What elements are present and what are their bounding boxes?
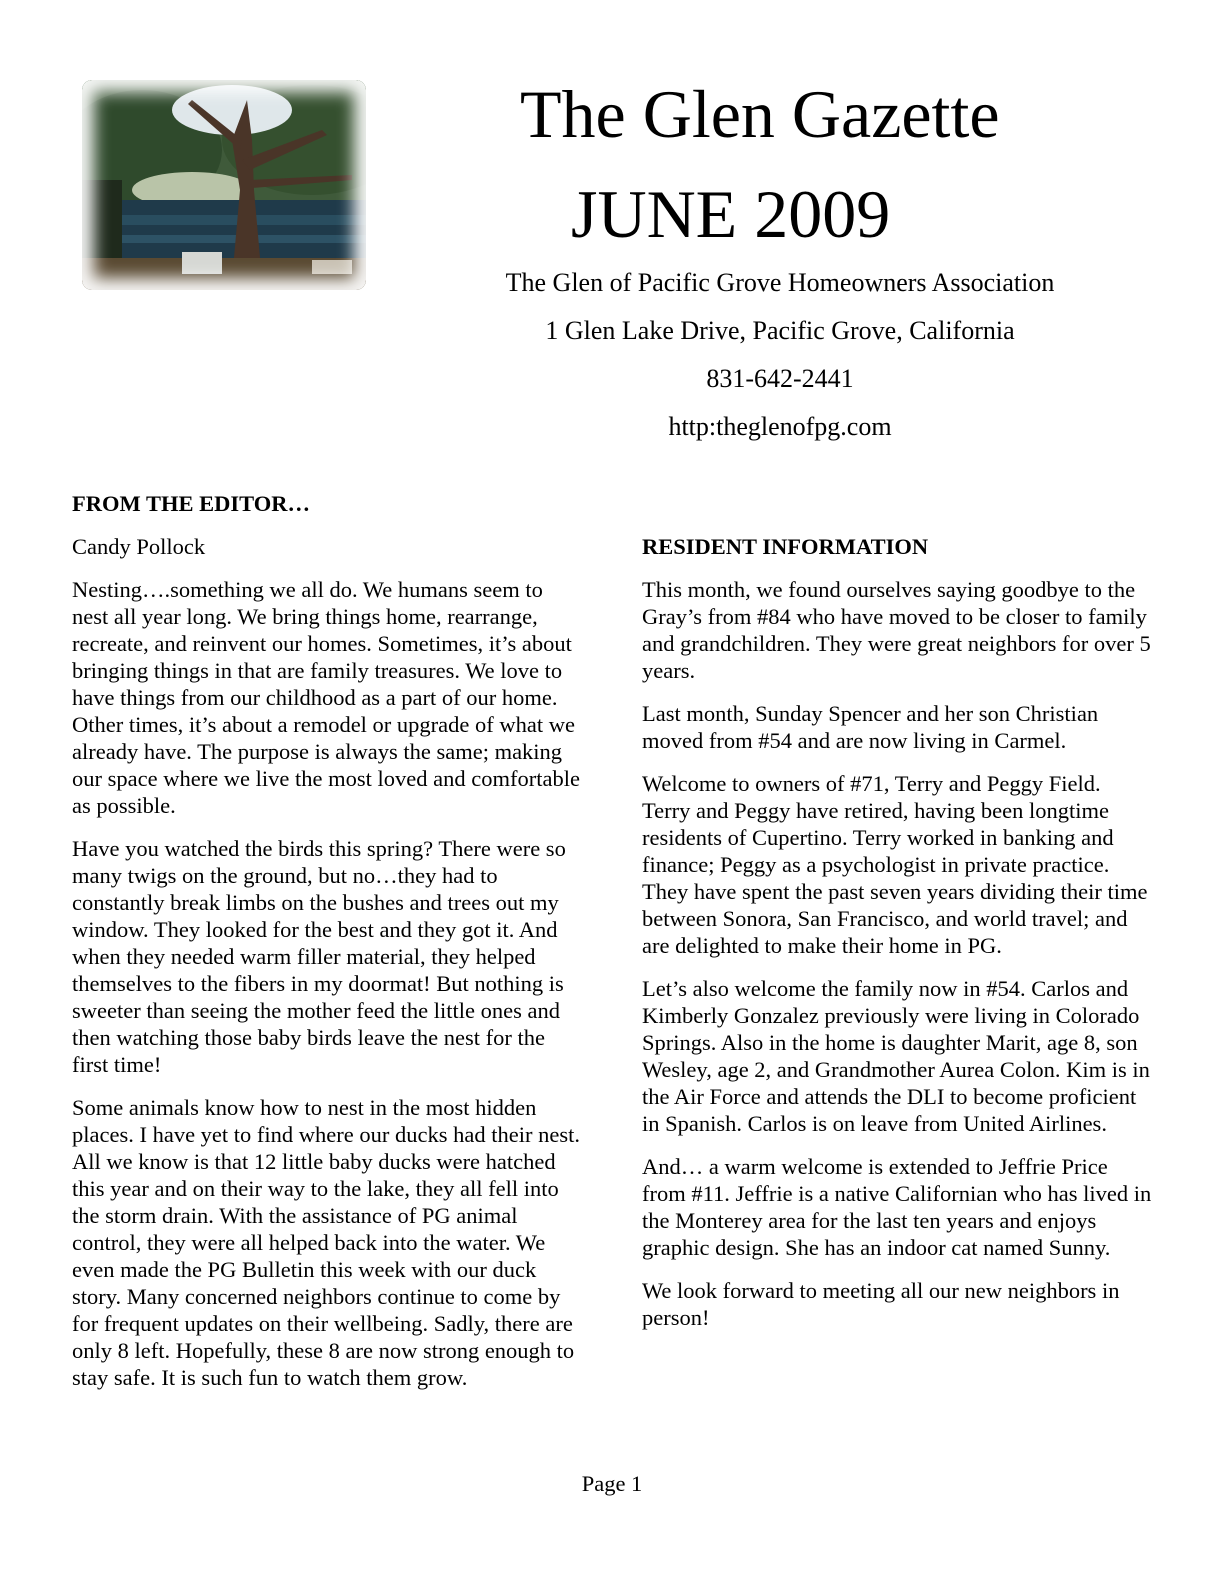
- association-website-link[interactable]: http:theglenofpg.com: [668, 412, 892, 441]
- association-address: 1 Glen Lake Drive, Pacific Grove, California: [545, 316, 1015, 345]
- page-number: Page 1: [581, 1471, 643, 1496]
- resident-paragraph: Let’s also welcome the family now in #54. Carlos and Kimberly Gonzalez previously were living in Colorado Springs. Also in the home is daughter Marit, age 8, son Wesley, age 2, and Grandmother Aurea Colon. Kim is in the Air Force and attends the DLI to become proficient in Spanish. Carlos is on leave from United Airlines.: [642, 976, 1150, 1136]
- newsletter-title: The Glen Gazette: [520, 76, 1000, 152]
- association-phone: 831-642-2441: [706, 364, 854, 393]
- editor-byline: Candy Pollock: [72, 534, 206, 559]
- masthead-photo: [72, 70, 376, 300]
- editor-paragraph: Some animals know how to nest in the most hidden places. I have yet to find where our ducks had their nest. All we know is that 12 little baby ducks were hatched this year and on their way to the lake, they all fell into the storm drain. With the assistance of PG animal control, they were all helped back into the water. We even made the PG Bulletin this week with our duck story. Many concerned neighbors continue to come by for frequent updates on their wellbeing. Sadly, there are only 8 left. Hopefully, these 8 are now strong enough to stay safe. It is such fun to watch them grow.: [72, 1095, 580, 1390]
- lake-tree-image: [82, 80, 366, 290]
- lake-tree-illustration: [82, 80, 366, 290]
- editor-paragraph: Nesting….something we all do. We humans seem to nest all year long. We bring things home, rearrange, recreate, and reinvent our homes. Sometimes, it’s about bringing things in that are family treasures. We love to have things from our childhood as a part of our home. Other times, it’s about a remodel or upgrade of what we already have. The purpose is always the same; making our space where we live the most loved and comfortable as possible.: [72, 577, 580, 818]
- resident-paragraph: We look forward to meeting all our new neighbors in person!: [642, 1278, 1120, 1330]
- resident-paragraph: And… a warm welcome is extended to Jeffrie Price from #11. Jeffrie is a native Californian who has lived in the Monterey area for the last ten years and enjoys graphic design. She has an indoor cat named Sunny.: [642, 1154, 1152, 1260]
- editor-paragraph: Have you watched the birds this spring? There were so many twigs on the ground, but no…they had to constantly break limbs on the bushes and trees out my window. They looked for the best and they got it. And when they needed warm filler material, they helped themselves to the fibers in my doormat! But nothing is sweeter than seeing the mother feed the little ones and then watching those baby birds leave the nest for the first time!: [72, 836, 566, 1077]
- resident-section-heading: RESIDENT INFORMATION: [642, 534, 929, 559]
- association-name: The Glen of Pacific Grove Homeowners Association: [505, 268, 1055, 297]
- editor-section: [72, 490, 582, 1407]
- resident-section: [642, 533, 1152, 1347]
- resident-paragraph: Last month, Sunday Spencer and her son Christian moved from #54 and are now living in Carmel.: [642, 701, 1099, 753]
- resident-paragraph: This month, we found ourselves saying goodbye to the Gray’s from #84 who have moved to be closer to family and grandchildren. They were great neighbors for over 5 years.: [642, 577, 1151, 683]
- resident-paragraph: Welcome to owners of #71, Terry and Peggy Field. Terry and Peggy have retired, having been longtime residents of Cupertino. Terry worked in banking and finance; Peggy as a psychologist in private practice. They have spent the past seven years dividing their time between Sonora, San Francisco, and world travel; and are delighted to make their home in PG.: [642, 771, 1148, 958]
- editor-section-heading: FROM THE EDITOR…: [72, 491, 310, 516]
- issue-date: JUNE 2009: [571, 176, 891, 252]
